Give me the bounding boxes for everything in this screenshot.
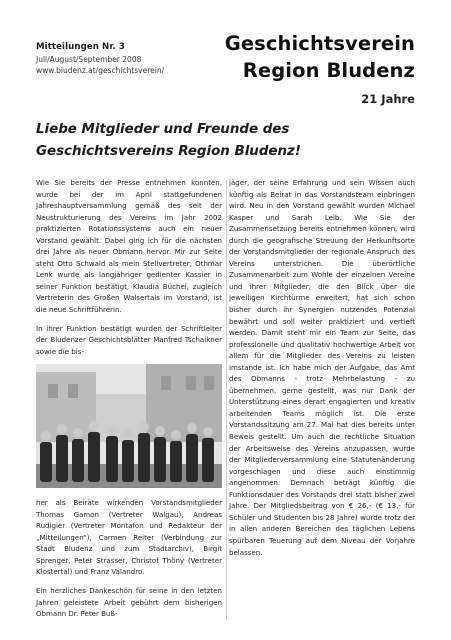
person-silhouette [88, 432, 100, 482]
headline-line2: Geschichtsvereins Region Bludenz! [36, 144, 301, 159]
left-column [36, 177, 222, 627]
group-photo-illustration [36, 364, 222, 488]
website-url: www.bludenz.at/geschichtsverein/ [36, 66, 165, 75]
brand-masthead [225, 30, 415, 106]
person-head [187, 423, 197, 433]
person-silhouette [186, 434, 198, 482]
person-silhouette [56, 435, 68, 482]
brand-title-line1: Geschichtsverein [224, 32, 415, 55]
person-silhouette [202, 438, 214, 482]
person-head [139, 422, 149, 432]
person-head [57, 424, 67, 434]
person-head [123, 429, 133, 439]
paragraph-thanks: Ein herzliches Dankeschön für seine in den letzten Jahren geleistete Arbeit gebührt dem bisherigen Obmann Dr. Peter Buß- [36, 586, 222, 619]
person-head [107, 425, 117, 435]
article-headline [36, 119, 426, 163]
person-silhouette [40, 442, 52, 482]
right-column [229, 177, 415, 565]
person-silhouette [122, 440, 134, 482]
paragraph-new-board: Wie Sie bereits der Presse entnehmen konnten, wurde bei der im April stattgefundenen Jahreshauptversammlung gemäß des seit der Neustrukturierung des Vereins im Jahr 2002 praktizierten Rotationssystems auch ein neuer Vorstand gewählt. Dabei ging ich für die nächsten drei Jahre als neuer Obmann hervor. Mir zur Seite steht Otto Schwald als mein Stellvertreter, Othmar Lenk wurde als langjähriger gedienter Kassier in seiner Funktion bestätigt, Klaudia Büchel, zugleich Vertreterin des Großen Walsertals im Vorstand, ist die neue Schriftführerin. [36, 178, 222, 315]
person-silhouette [138, 433, 150, 482]
brand-title-line2: Region Bludenz [242, 59, 415, 82]
person-head [41, 431, 51, 441]
board-group-photo [36, 364, 222, 488]
person-silhouette [170, 441, 182, 482]
person-silhouette [72, 439, 84, 482]
column-divider [226, 180, 227, 620]
issue-period: Juli/August/September 2008 [36, 55, 142, 64]
paragraph-board-team: jäger, der seine Erfahrung und sein Wissen auch künftig als Beirat in das Vorstandsteam einbringen wird. Neu in den Vorstand gewählt wurden Michael Kasper und Sarah Leib. Wie Sie der Zusammensetzung bereits entnehmen können, wird durch die geografische Streuung der Herkunftsorte der Vorstandsmitglieder der regionale Anspruch des Vereins unterstrichen. Die überörtliche Zusammenarbeit zum Wohle der einzelnen Vereine und ihrer Mitglieder, die den Blick über die jeweiligen Kirchtürme erweitert, hat sich schon bisher durch ihr Synergien nutzendes Potenzial bewährt und soll weiter praktiziert und vertieft werden. Damit steht mir ein Team zur Seite, das professionelle und qualitativ hochwertige Arbeit vor allem für die Mitglieder des Vereins zu leisten imstande ist. Ich habe mich der Aufgabe, das Amt des Obmanns - trotz Mehrbelastung - zu übernehmen, gerne gestellt, was nur Dank der Unterstützung eines derart engagierten und kreativ arbeitenden Teams möglich ist. Die erste Vorstandssitzung am 27. Mai hat dies bereits unter Beweis gestellt. Um auch die rechtliche Situation der Arbeitsweise des Vereins anzupassen, wurde der Mitgliederversammlung eine Statutenänderung vorgeschlagen und diese auch einstimmig angenommen: Demnach beträgt künftig die Funktionsdauer des Vorstands drei statt bisher zwei Jahre. Der Mitgliedsbeitrag von € 26,- (€ 13,- für Schüler und Studenten bis 28 Jahre) wurde trotz der in allen anderen Bereichen des täglichen Lebens spürbaren Teuerung auf dem Niveau der Vorjahre belassen. [229, 178, 415, 557]
issue-meta [36, 42, 226, 76]
person-head [73, 428, 83, 438]
person-head [89, 421, 99, 431]
person-head [155, 426, 165, 436]
paragraph-confirmed-members-end: her als Beiräte wirkenden Vorstandsmitglieder Thomas Gamon (Vertreter Walgau), Andreas Rudigier (Vertreter Montafon und Redakteur der „Mitteilungen“), Carmen Reiter (Verbindung zur Stadt Bludenz und zum Stadtarchiv), Birgit Sprenger, Peter Strasser, Christof Thöny (Vertreter Klostertal) und Franz Valandro. [36, 498, 222, 577]
person-head [203, 427, 213, 437]
headline-line1: Liebe Mitglieder und Freunde des [36, 122, 290, 137]
person-head [171, 430, 181, 440]
person-silhouette [154, 437, 166, 482]
issue-number: Mitteilungen Nr. 3 [36, 42, 125, 52]
person-silhouette [106, 436, 118, 482]
paragraph-confirmed-members-start: In ihrer Funktion bestätigt wurden der Schriftleiter der Bludenzer Geschichtsblätter Manfred Tschaikner sowie die bis- [36, 323, 222, 356]
brand-anniversary: 21 Jahre [361, 92, 415, 106]
